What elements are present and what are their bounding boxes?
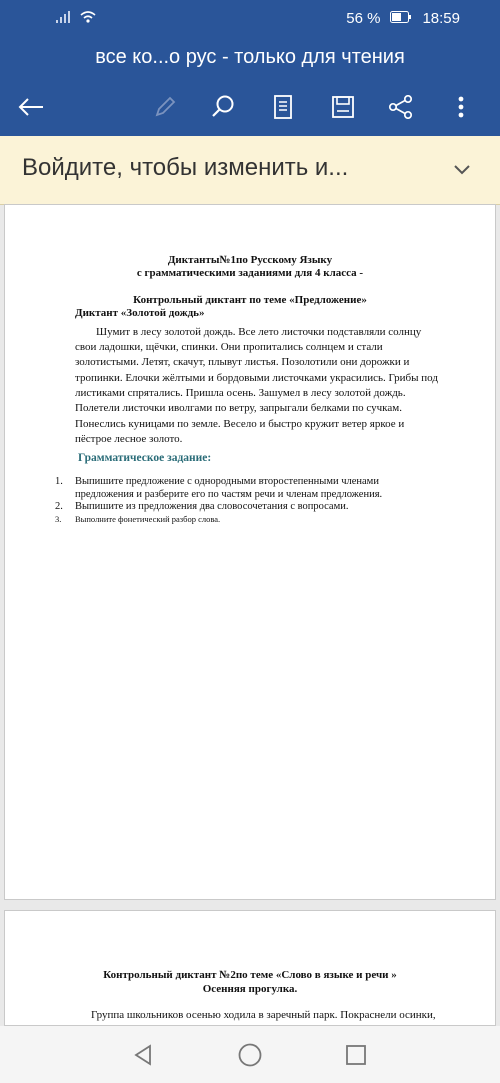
- status-bar: [0, 0, 500, 38]
- task-number: 2.: [55, 501, 63, 512]
- paragraph-line: Понеслись куницами по земле. Весело и быстро кружит ветер яркое и: [75, 418, 405, 430]
- doc-title-line-2: с грамматическими заданиями для 4 класса -: [136, 267, 364, 279]
- paragraph-line: свои ладошки, щёчки, спинки. Они пропитались солнцем и стали: [75, 341, 383, 353]
- more-options-icon[interactable]: [446, 92, 476, 122]
- paragraph-line: золотистыми. Летят, скачут, плывут листья. Позолотили они дорожки и: [75, 356, 410, 368]
- status-right: [346, 10, 460, 27]
- reading-view-icon[interactable]: [268, 92, 298, 122]
- paragraph-line: тропинки. Елочки жёлтыми и бордовыми листочками украсились. Грибы под: [75, 372, 438, 384]
- doc-title-line-1: Контрольный диктант №2по теме «Слово в языке и речи »: [103, 969, 397, 981]
- signal-icon: [56, 10, 72, 28]
- paragraph-line: Полетели листочки иволгами по ветру, запрыгали белками по сучкам.: [75, 402, 402, 414]
- clock-time: 18:59: [422, 10, 460, 27]
- back-arrow-icon[interactable]: [16, 92, 46, 122]
- home-circle-icon[interactable]: [237, 1042, 263, 1068]
- share-icon[interactable]: [386, 92, 416, 122]
- status-left: [56, 10, 96, 28]
- task-list: [55, 476, 435, 546]
- document-title: все ко...о рус - только для чтения: [0, 38, 500, 78]
- task-number: 1.: [55, 476, 63, 487]
- paragraph-line: листиками спрятались. Пришла осень. Зашумел в лесу золотой дождь.: [75, 387, 406, 399]
- paragraph-line: пёстрое лесное золото.: [75, 433, 183, 445]
- task-text: Выполните фонетический разбор слова.: [75, 514, 221, 524]
- section-title: Контрольный диктант по теме «Предложение»: [133, 294, 367, 306]
- paragraph-line: Шумит в лесу золотой дождь. Все лето листочки подставляли солнцу: [96, 326, 422, 338]
- document-page-2: [4, 910, 496, 1026]
- search-icon[interactable]: [208, 92, 238, 122]
- task-number: 3.: [55, 514, 62, 524]
- task-text: Выпишите из предложения два словосочетания с вопросами.: [75, 501, 349, 512]
- paragraph-line: Группа школьников осенью ходила в заречный парк. Покраснели осинки,: [91, 1009, 436, 1021]
- recents-square-icon[interactable]: [343, 1042, 369, 1068]
- doc-title-line-1: Диктанты№1по Русскому Языку: [167, 254, 333, 266]
- system-nav-bar: [0, 1026, 500, 1083]
- task-text: предложения и разберите его по частям речи и членам предложения.: [75, 488, 383, 500]
- save-icon[interactable]: [328, 92, 358, 122]
- task-heading: Грамматическое задание:: [78, 452, 212, 464]
- doc-title-line-2: Осенняя прогулка.: [202, 983, 298, 995]
- banner-text: Войдите, чтобы изменить и...: [22, 154, 349, 181]
- edit-pencil-icon[interactable]: [150, 92, 180, 122]
- task-text: Выпишите предложение с однородными второстепенными членами: [75, 476, 379, 487]
- sign-in-banner[interactable]: [0, 136, 500, 205]
- document-page-1: [4, 204, 496, 900]
- toolbar: [0, 78, 500, 136]
- battery-icon: [390, 10, 412, 27]
- chevron-down-icon[interactable]: [452, 160, 472, 180]
- back-triangle-icon[interactable]: [130, 1042, 156, 1068]
- wifi-icon: [80, 10, 96, 28]
- battery-percent: 56 %: [346, 10, 381, 27]
- dictation-title: Диктант «Золотой дождь»: [75, 307, 205, 319]
